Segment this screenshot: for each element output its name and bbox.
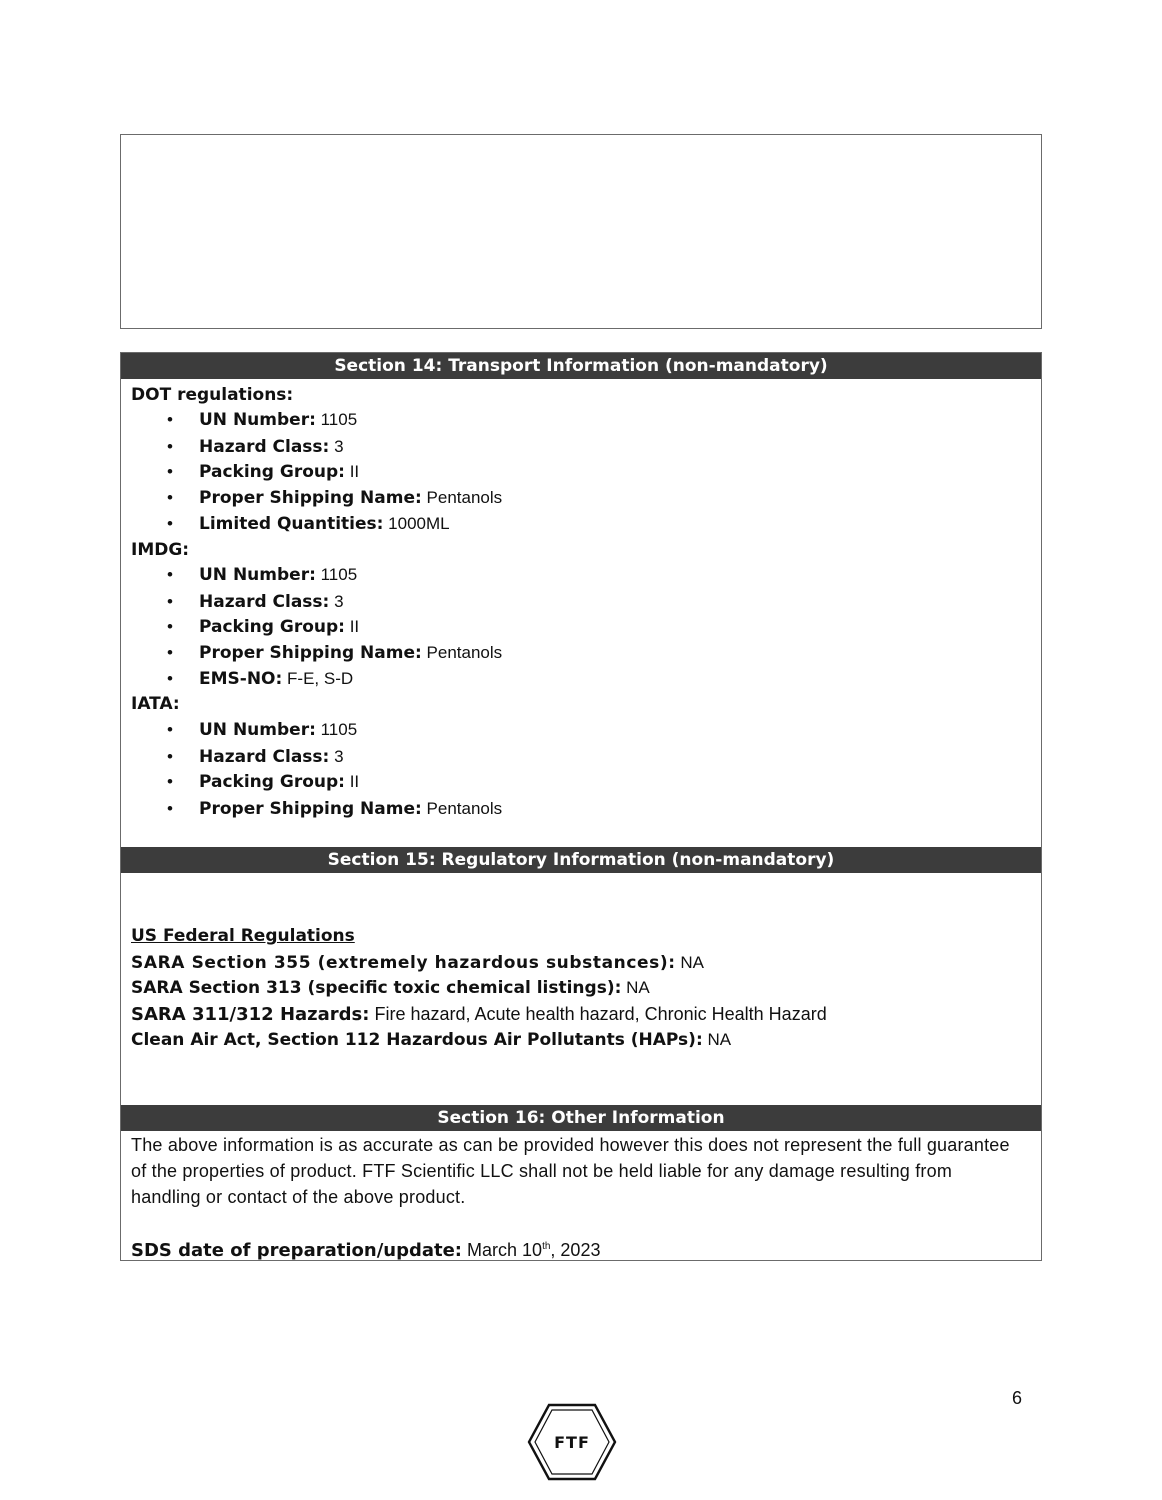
list-item: • Limited Quantities: 1000ML xyxy=(167,514,450,534)
imdg-group-title: IMDG: xyxy=(131,540,190,560)
sds-sections-table xyxy=(120,352,1042,1261)
list-item: • Hazard Class: 3 xyxy=(167,437,344,457)
dot-group-title: DOT regulations: xyxy=(131,385,294,405)
logo-text: FTF xyxy=(554,1433,590,1452)
list-item: • Proper Shipping Name: Pentanols xyxy=(167,488,503,508)
sds-date-line xyxy=(131,1236,600,1262)
regulation-line: SARA Section 313 (specific toxic chemical listings): NA xyxy=(131,978,650,998)
list-item: • Hazard Class: 3 xyxy=(167,747,344,767)
section-14-header: Section 14: Transport Information (non-mandatory) xyxy=(121,353,1041,379)
regulation-line: Clean Air Act, Section 112 Hazardous Air Pollutants (HAPs): NA xyxy=(131,1030,732,1050)
regulation-line: SARA Section 355 (extremely hazardous substances): NA xyxy=(131,953,705,973)
sds-date-label: SDS date of preparation/update: xyxy=(131,1240,463,1261)
sds-date-value: March 10th, 2023 xyxy=(467,1240,601,1260)
us-federal-regulations-heading: US Federal Regulations xyxy=(131,926,355,946)
list-item: • Proper Shipping Name: Pentanols xyxy=(167,799,503,819)
empty-content-box xyxy=(120,134,1042,329)
list-item: • UN Number: 1105 xyxy=(167,410,358,430)
ftf-logo xyxy=(527,1403,617,1481)
page-number: 6 xyxy=(1012,1388,1023,1408)
list-item: • UN Number: 1105 xyxy=(167,720,358,740)
iata-group-title: IATA: xyxy=(131,694,180,714)
list-item: • Proper Shipping Name: Pentanols xyxy=(167,643,503,663)
list-item: • UN Number: 1105 xyxy=(167,565,358,585)
regulation-line: SARA 311/312 Hazards: Fire hazard, Acute health hazard, Chronic Health Hazard xyxy=(131,1004,827,1025)
disclaimer-paragraph: The above information is as accurate as can be provided however this does not represent the full guarantee of the properties of product. FTF Scientific LLC shall not be held liable for any damage resulting from handling or contact of the above product. xyxy=(131,1135,1010,1207)
section-15-header: Section 15: Regulatory Information (non-mandatory) xyxy=(121,847,1041,873)
list-item: • Packing Group: II xyxy=(167,772,360,792)
section-16-header: Section 16: Other Information xyxy=(121,1105,1041,1131)
list-item: • Packing Group: II xyxy=(167,617,360,637)
list-item: • EMS-NO: F-E, S-D xyxy=(167,669,354,689)
list-item: • Packing Group: II xyxy=(167,462,360,482)
list-item: • Hazard Class: 3 xyxy=(167,592,344,612)
